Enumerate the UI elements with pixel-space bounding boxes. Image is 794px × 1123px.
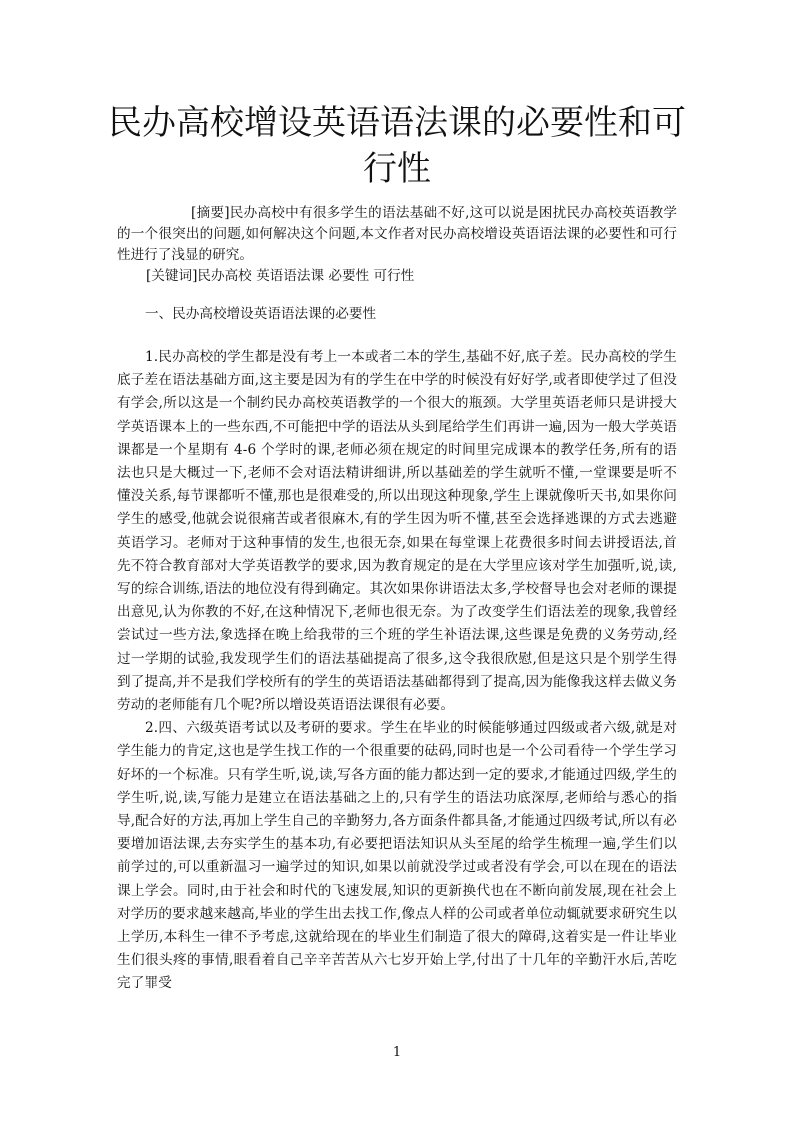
page-number: 1 bbox=[392, 1045, 402, 1060]
document-title: 民办高校增设英语语法课的必要性和可行性 bbox=[108, 103, 686, 189]
section-heading: 一、民办高校增设英语语法课的必要性 bbox=[145, 306, 377, 322]
paragraph-2: 2.四、六级英语考试以及考研的要求。学生在毕业的时候能够通过四级或者六级,就是对学生能力的肯定,这也是学生找工作的一个很重要的砝码,同时也是一个公司看待一个学生学习好坏的一个标准。只有学生听,说,读,写各方面的能力都达到一定的要求,才能通过四级,学生的学生听,说,读,写能力是建立在语法基础之上的,只有学生的语法功底深厚,老师给与悉心的指导,配合好的方法,再加上学生自己的辛勤努力,各方面条件都具备,才能通过四级考试,所以有必要增加语法课,去夯实学生的基本功,有必要把语法知识从头至尾的给学生梳理一遍,学生们以前学过的,可以重新温习一遍学过的知识,如果以前就没学过或者没有学会,可以在现在的语法课上学会。同时,由于社会和时代的飞速发展,知识的更新换代也在不断向前发展,现在社会上对学历的要求越来越高,毕业的学生出去找工作,像点人样的公司或者单位动辄就要求研究生以上学历,本科生一律不予考虑,这就给现在的毕业生们制造了很大的障碍,这着实是一件让毕业生们很头疼的事情,眼看着自己辛辛苦苦从六七岁开始上学,付出了十几年的辛勤汗水后,苦吃完了罪受 bbox=[117, 720, 677, 992]
abstract-block bbox=[117, 203, 677, 287]
abstract-text: [摘要]民办高校中有很多学生的语法基础不好,这可以说是困扰民办高校英语教学的一个很突出的问题,如何解决这个问题,本文作者对民办高校增设英语语法课的必要性和可行性进行了浅显的研究。 bbox=[117, 205, 677, 263]
paragraph-1: 1.民办高校的学生都是没有考上一本或者二本的学生,基础不好,底子差。民办高校的学生底子差在语法基础方面,这主要是因为有的学生在中学的时候没有好好学,或者即使学过了但没有学会,所以这是一个制约民办高校英语教学的一个很大的瓶颈。大学里英语老师只是讲授大学英语课本上的一些东西,不可能把中学的语法从头到尾给学生们再讲一遍,因为一般大学英语课都是一个星期有 4-6 个学时的课,老师必须在规定的时间里完成课本的教学任务,所有的语法也只是大概过一下,老师不会对语法精讲细讲,所以基础差的学生就听不懂,一堂课要是听不懂没关系,每节课都听不懂,那也是很难受的,所以出现这种现象,学生上课就像听天书,如果你问学生的感受,他就会说很痛苦或者很麻木,有的学生因为听不懂,甚至会选择逃课的方式去逃避英语学习。老师对于这种事情的发生,也很无奈,如果在每堂课上花费很多时间去讲授语法,首先不符合教育部对大学英语教学的要求,因为教育规定的是在大学里应该对学生加强听,说,读,写的综合训练,语法的地位没有得到确定。其次如果你讲语法太多,学校督导也会对老师的课提出意见,认为你教的不好,在这种情况下,老师也很无奈。为了改变学生们语法差的现象,我曾经尝试过一些方法,象选择在晚上给我带的三个班的学生补语法课,这些课是免费的义务劳动,经过一学期的试验,我发现学生们的语法基础提高了很多,这令我很欣慰,但是这只是个别学生得到了提高,并不是我们学校所有的学生的英语语法基础都得到了提高,因为能像我这样去做义务劳动的老师能有几个呢?所以增设英语语法课很有必要。 bbox=[117, 349, 677, 714]
body-text bbox=[117, 346, 677, 996]
keywords-line: [关键词]民办高校 英语语法课 必要性 可行性 bbox=[146, 268, 415, 284]
